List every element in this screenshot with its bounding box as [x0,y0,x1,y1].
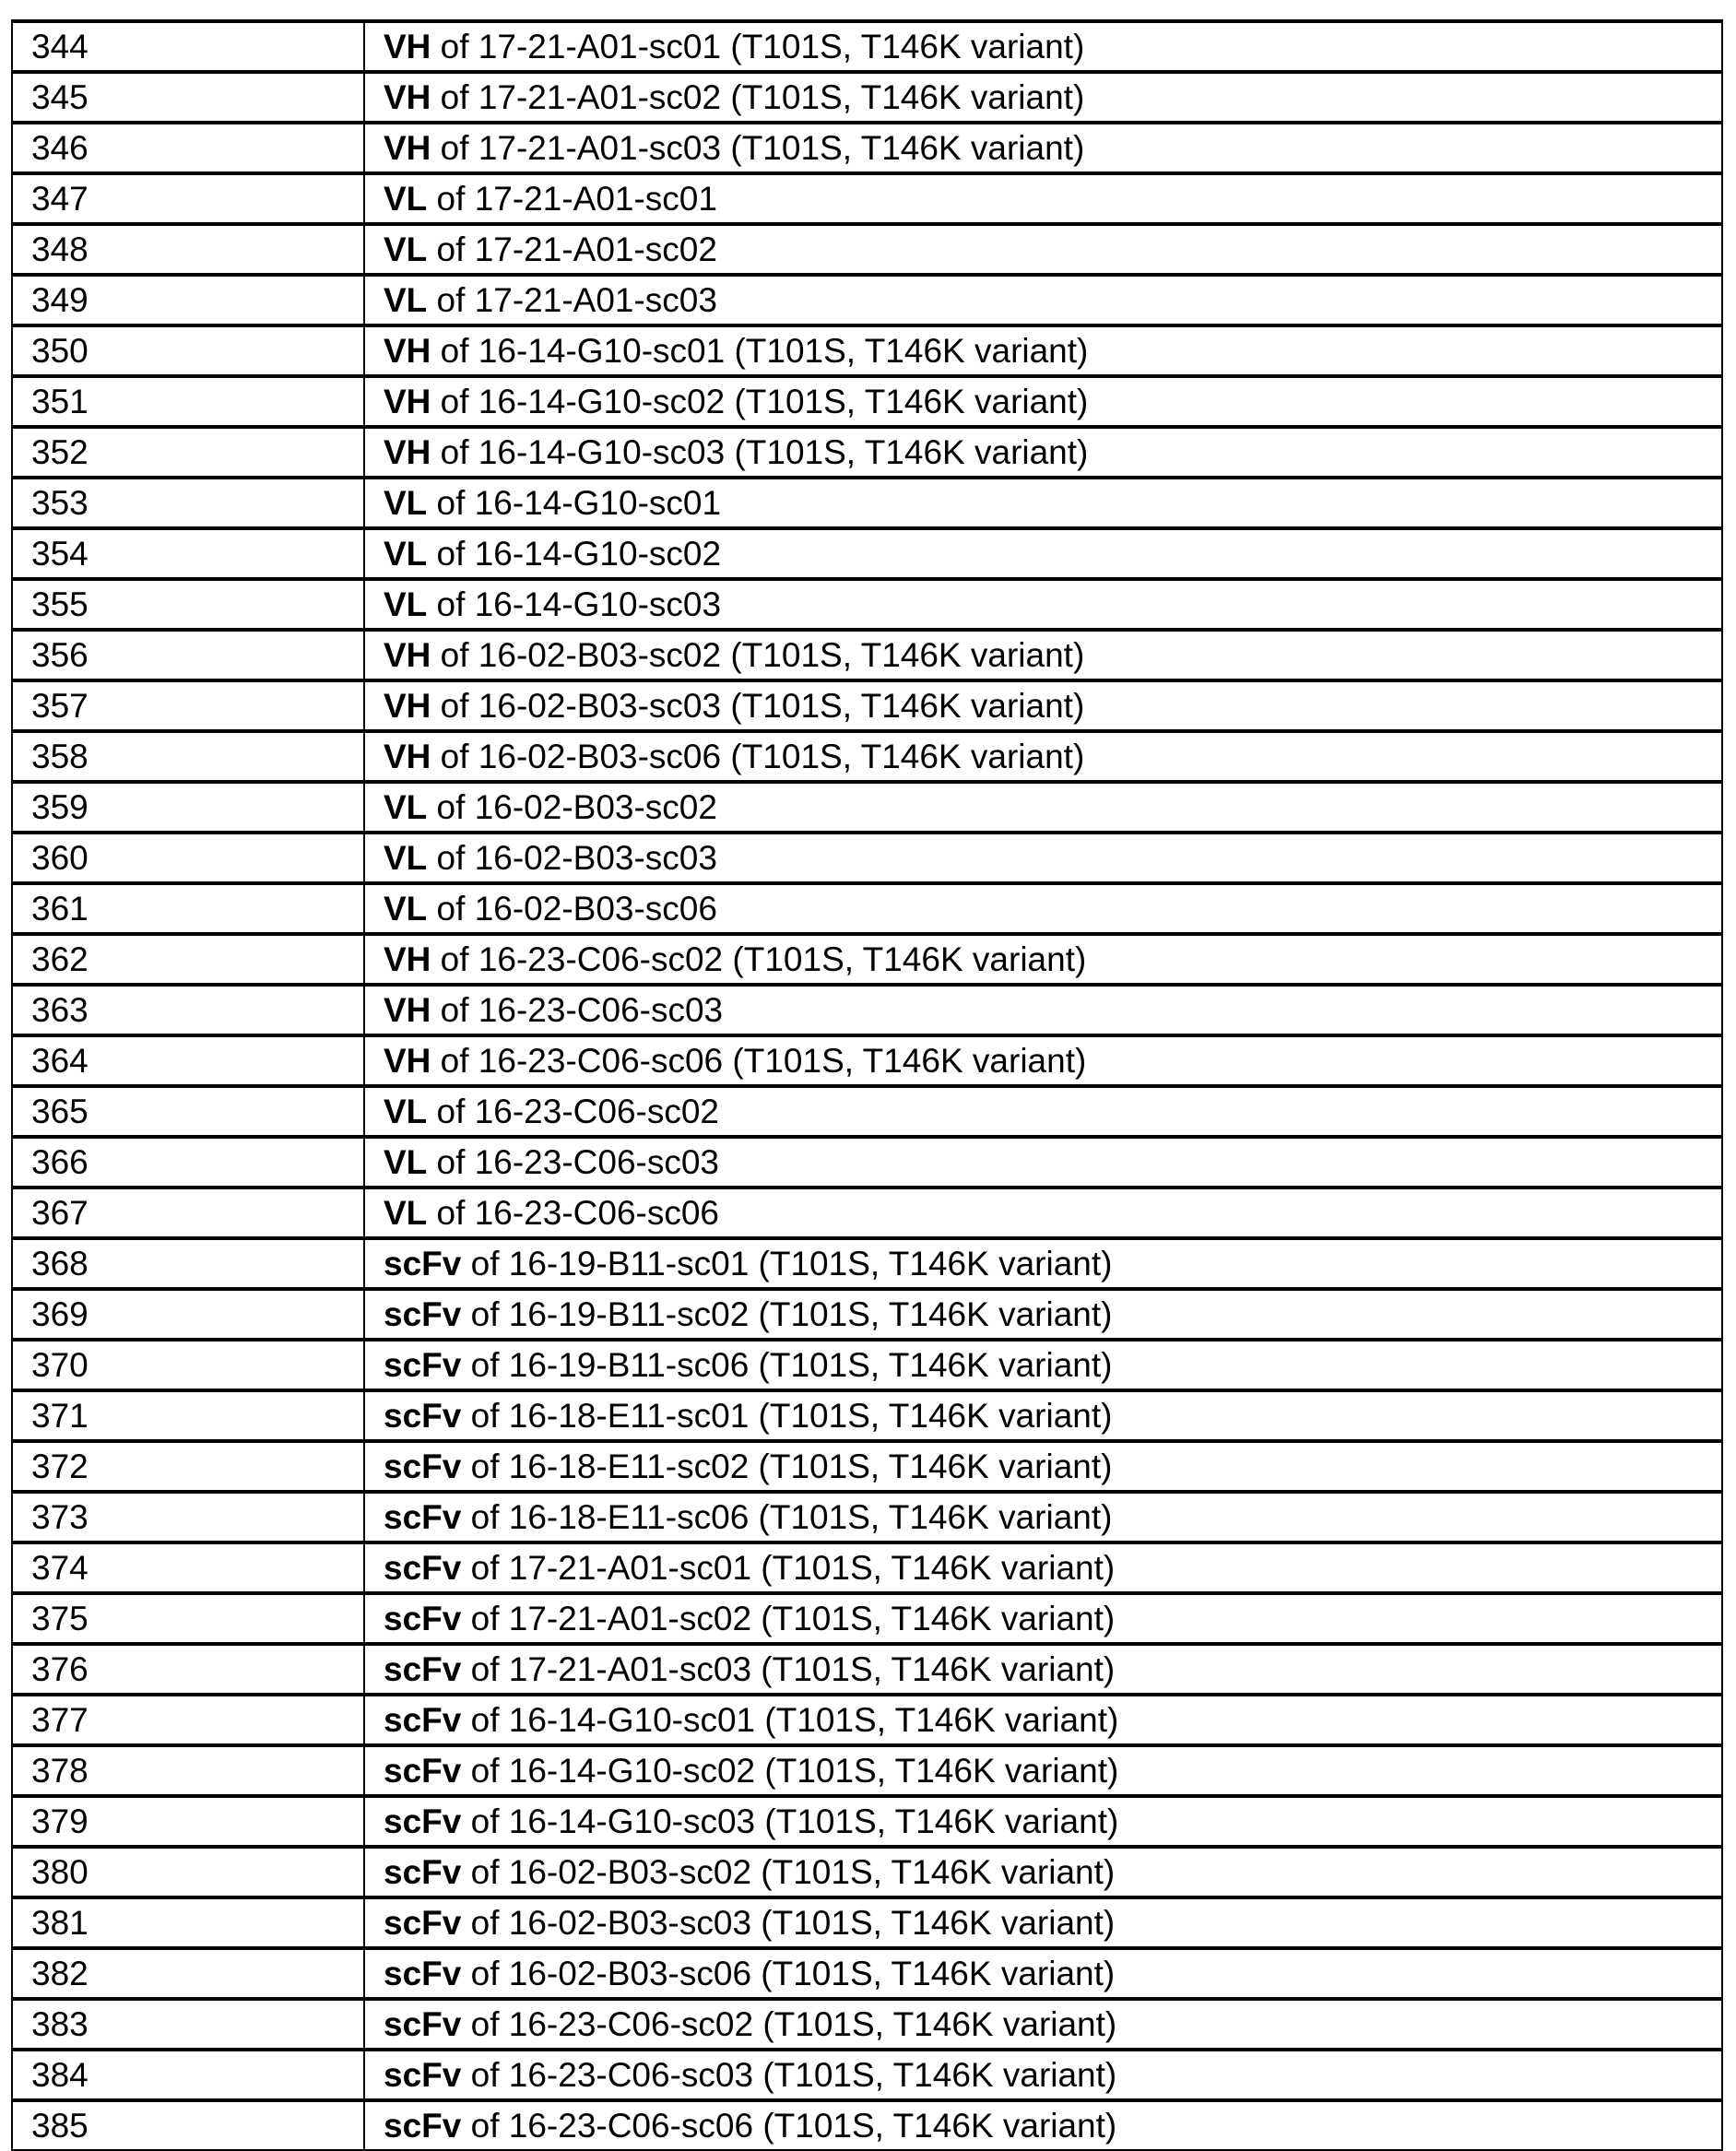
description-cell [364,731,1722,782]
description-cell [364,224,1722,275]
description-cell [364,72,1722,123]
table-row [12,1847,1722,1897]
seq-id-cell: 344 [12,21,364,72]
chain-type: scFv [384,1650,461,1688]
seq-id-cell: 378 [12,1745,364,1796]
chain-type: VH [384,78,431,116]
chain-type: scFv [384,1498,461,1536]
seq-id-cell: 345 [12,72,364,123]
description-text: of 17-21-A01-sc01 (T101S, T146K variant) [431,28,1084,65]
seq-id-cell: 359 [12,782,364,833]
chain-type: scFv [384,1600,461,1637]
table-row [12,528,1722,579]
chain-type: VH [384,28,431,65]
table-row [12,731,1722,782]
description-text: of 16-14-G10-sc01 (T101S, T146K variant) [431,332,1088,370]
description-cell [364,782,1722,833]
seq-id-cell: 370 [12,1340,364,1390]
description-text: of 16-14-G10-sc02 (T101S, T146K variant) [461,1752,1118,1790]
seq-id-cell: 354 [12,528,364,579]
table-row [12,985,1722,1035]
table-row [12,1897,1722,1948]
chain-type: scFv [384,1955,461,1992]
description-text: of 16-02-B03-sc03 [427,839,717,877]
description-cell [364,2050,1722,2100]
table-row [12,680,1722,731]
description-text: of 17-21-A01-sc03 [427,281,717,319]
description-text: of 16-02-B03-sc02 (T101S, T146K variant) [431,636,1084,674]
table-row [12,2100,1722,2150]
description-text: of 16-23-C06-sc02 (T101S, T146K variant) [431,940,1086,978]
description-text: of 16-02-B03-sc03 (T101S, T146K variant) [431,687,1084,725]
description-text: of 16-14-G10-sc02 [427,535,721,573]
description-text: of 16-23-C06-sc03 [431,991,723,1029]
table-row [12,1593,1722,1644]
description-text: of 16-19-B11-sc06 (T101S, T146K variant) [461,1346,1112,1384]
description-text: of 16-18-E11-sc01 (T101S, T146K variant) [461,1397,1112,1435]
seq-id-cell: 372 [12,1441,364,1492]
chain-type: VL [384,180,427,218]
sequence-table [11,19,1723,2151]
seq-id-cell: 383 [12,1999,364,2050]
description-cell [364,934,1722,985]
seq-id-cell: 349 [12,275,364,325]
seq-id-cell: 351 [12,376,364,427]
chain-type: VL [384,230,427,268]
description-text: of 16-02-B03-sc02 (T101S, T146K variant) [461,1853,1115,1891]
seq-id-cell: 346 [12,123,364,173]
description-cell [364,2100,1722,2150]
description-cell [364,1644,1722,1695]
description-text: of 16-02-B03-sc03 (T101S, T146K variant) [461,1904,1115,1942]
description-cell [364,1593,1722,1644]
description-cell [364,1542,1722,1593]
table-row [12,782,1722,833]
description-text: of 16-14-G10-sc01 (T101S, T146K variant) [461,1701,1118,1739]
chain-type: VH [384,738,431,775]
chain-type: scFv [384,1295,461,1333]
description-cell [364,1137,1722,1188]
description-text: of 16-14-G10-sc03 (T101S, T146K variant) [461,1802,1118,1840]
table-row [12,1441,1722,1492]
description-cell [364,883,1722,934]
description-cell [364,833,1722,883]
description-text: of 16-14-G10-sc01 [427,484,721,522]
description-cell [364,528,1722,579]
chain-type: VL [384,484,427,522]
seq-id-cell: 379 [12,1796,364,1847]
chain-type: VL [384,1194,427,1232]
chain-type: scFv [384,2005,461,2043]
description-text: of 16-02-B03-sc02 [427,788,717,826]
table-row [12,1796,1722,1847]
description-cell [364,1796,1722,1847]
seq-id-cell: 361 [12,883,364,934]
table-row [12,173,1722,224]
table-row [12,579,1722,630]
description-cell [364,1086,1722,1137]
chain-type: scFv [384,2107,461,2145]
seq-id-cell: 384 [12,2050,364,2100]
seq-id-cell: 368 [12,1238,364,1289]
table-row [12,275,1722,325]
chain-type: VL [384,535,427,573]
seq-id-cell: 371 [12,1390,364,1441]
seq-id-cell: 377 [12,1695,364,1745]
seq-id-cell: 373 [12,1492,364,1542]
chain-type: VL [384,788,427,826]
table-row [12,1492,1722,1542]
description-cell [364,1492,1722,1542]
table-row [12,1542,1722,1593]
description-cell [364,427,1722,478]
description-cell [364,123,1722,173]
chain-type: scFv [384,1346,461,1384]
seq-id-cell: 369 [12,1289,364,1340]
description-text: of 17-21-A01-sc03 (T101S, T146K variant) [431,129,1084,167]
seq-id-cell: 374 [12,1542,364,1593]
description-text: of 16-23-C06-sc06 [427,1194,719,1232]
seq-id-cell: 375 [12,1593,364,1644]
table-row [12,1745,1722,1796]
description-text: of 16-14-G10-sc03 [427,585,721,623]
description-cell [364,1390,1722,1441]
description-text: of 16-23-C06-sc06 (T101S, T146K variant) [461,2107,1116,2145]
description-text: of 16-02-B03-sc06 (T101S, T146K variant) [431,738,1084,775]
description-cell [364,376,1722,427]
table-row [12,1188,1722,1238]
chain-type: scFv [384,1448,461,1485]
seq-id-cell: 380 [12,1847,364,1897]
table-row [12,1948,1722,1999]
chain-type: VL [384,1143,427,1181]
seq-id-cell: 350 [12,325,364,376]
description-cell [364,478,1722,528]
description-cell [364,1441,1722,1492]
chain-type: VH [384,332,431,370]
description-cell [364,1999,1722,2050]
seq-id-cell: 360 [12,833,364,883]
description-cell [364,1289,1722,1340]
chain-type: VL [384,839,427,877]
chain-type: VL [384,890,427,928]
seq-id-cell: 352 [12,427,364,478]
table-row [12,478,1722,528]
table-row [12,1086,1722,1137]
table-row [12,224,1722,275]
seq-id-cell: 358 [12,731,364,782]
chain-type: scFv [384,1397,461,1435]
description-text: of 16-23-C06-sc06 (T101S, T146K variant) [431,1042,1086,1080]
chain-type: scFv [384,1904,461,1942]
chain-type: VH [384,940,431,978]
chain-type: VH [384,1042,431,1080]
seq-id-cell: 385 [12,2100,364,2150]
description-cell [364,579,1722,630]
description-text: of 16-02-B03-sc06 (T101S, T146K variant) [461,1955,1115,1992]
table-row [12,883,1722,934]
description-text: of 16-14-G10-sc03 (T101S, T146K variant) [431,433,1088,471]
description-cell [364,275,1722,325]
description-cell [364,325,1722,376]
chain-type: VH [384,433,431,471]
chain-type: VH [384,129,431,167]
table-row [12,123,1722,173]
table-row [12,72,1722,123]
chain-type: scFv [384,1853,461,1891]
chain-type: scFv [384,1245,461,1282]
description-text: of 17-21-A01-sc02 (T101S, T146K variant) [431,78,1084,116]
table-row [12,1238,1722,1289]
description-text: of 17-21-A01-sc02 (T101S, T146K variant) [461,1600,1115,1637]
table-row [12,1644,1722,1695]
table-row [12,1289,1722,1340]
chain-type: VH [384,383,431,420]
table-row [12,1695,1722,1745]
description-cell [364,21,1722,72]
description-cell [364,985,1722,1035]
chain-type: VH [384,991,431,1029]
table-row [12,1340,1722,1390]
table-row [12,833,1722,883]
description-text: of 17-21-A01-sc02 [427,230,717,268]
description-cell [364,1948,1722,1999]
description-text: of 17-21-A01-sc01 (T101S, T146K variant) [461,1549,1115,1587]
seq-id-cell: 362 [12,934,364,985]
seq-id-cell: 355 [12,579,364,630]
description-cell [364,1035,1722,1086]
chain-type: scFv [384,1701,461,1739]
description-cell [364,680,1722,731]
table-row [12,21,1722,72]
description-text: of 16-02-B03-sc06 [427,890,717,928]
seq-id-cell: 347 [12,173,364,224]
chain-type: VH [384,636,431,674]
seq-id-cell: 353 [12,478,364,528]
seq-id-cell: 381 [12,1897,364,1948]
description-text: of 16-19-B11-sc01 (T101S, T146K variant) [461,1245,1112,1282]
description-cell [364,1695,1722,1745]
seq-id-cell: 364 [12,1035,364,1086]
description-text: of 16-23-C06-sc03 (T101S, T146K variant) [461,2056,1116,2094]
table-row [12,934,1722,985]
table-row [12,427,1722,478]
description-text: of 16-23-C06-sc02 [427,1093,719,1130]
table-row [12,630,1722,680]
description-cell [364,1340,1722,1390]
chain-type: VL [384,1093,427,1130]
seq-id-cell: 348 [12,224,364,275]
table-row [12,1035,1722,1086]
chain-type: scFv [384,2056,461,2094]
description-text: of 16-19-B11-sc02 (T101S, T146K variant) [461,1295,1112,1333]
description-cell [364,1238,1722,1289]
seq-id-cell: 366 [12,1137,364,1188]
chain-type: scFv [384,1549,461,1587]
seq-id-cell: 376 [12,1644,364,1695]
chain-type: VL [384,281,427,319]
description-cell [364,1188,1722,1238]
description-text: of 16-14-G10-sc02 (T101S, T146K variant) [431,383,1088,420]
description-text: of 17-21-A01-sc03 (T101S, T146K variant) [461,1650,1115,1688]
seq-id-cell: 356 [12,630,364,680]
seq-id-cell: 365 [12,1086,364,1137]
description-cell [364,173,1722,224]
table-row [12,376,1722,427]
seq-id-cell: 357 [12,680,364,731]
description-cell [364,1847,1722,1897]
table-row [12,2050,1722,2100]
description-text: of 17-21-A01-sc01 [427,180,717,218]
description-text: of 16-18-E11-sc06 (T101S, T146K variant) [461,1498,1112,1536]
description-text: of 16-23-C06-sc02 (T101S, T146K variant) [461,2005,1116,2043]
description-text: of 16-18-E11-sc02 (T101S, T146K variant) [461,1448,1112,1485]
chain-type: VH [384,687,431,725]
chain-type: scFv [384,1802,461,1840]
chain-type: scFv [384,1752,461,1790]
seq-id-cell: 363 [12,985,364,1035]
description-cell [364,630,1722,680]
seq-id-cell: 382 [12,1948,364,1999]
description-cell [364,1745,1722,1796]
seq-id-cell: 367 [12,1188,364,1238]
description-text: of 16-23-C06-sc03 [427,1143,719,1181]
table-row [12,325,1722,376]
table-row [12,1390,1722,1441]
table-row [12,1137,1722,1188]
sequence-table-body [12,21,1722,2150]
description-cell [364,1897,1722,1948]
chain-type: VL [384,585,427,623]
table-row [12,1999,1722,2050]
